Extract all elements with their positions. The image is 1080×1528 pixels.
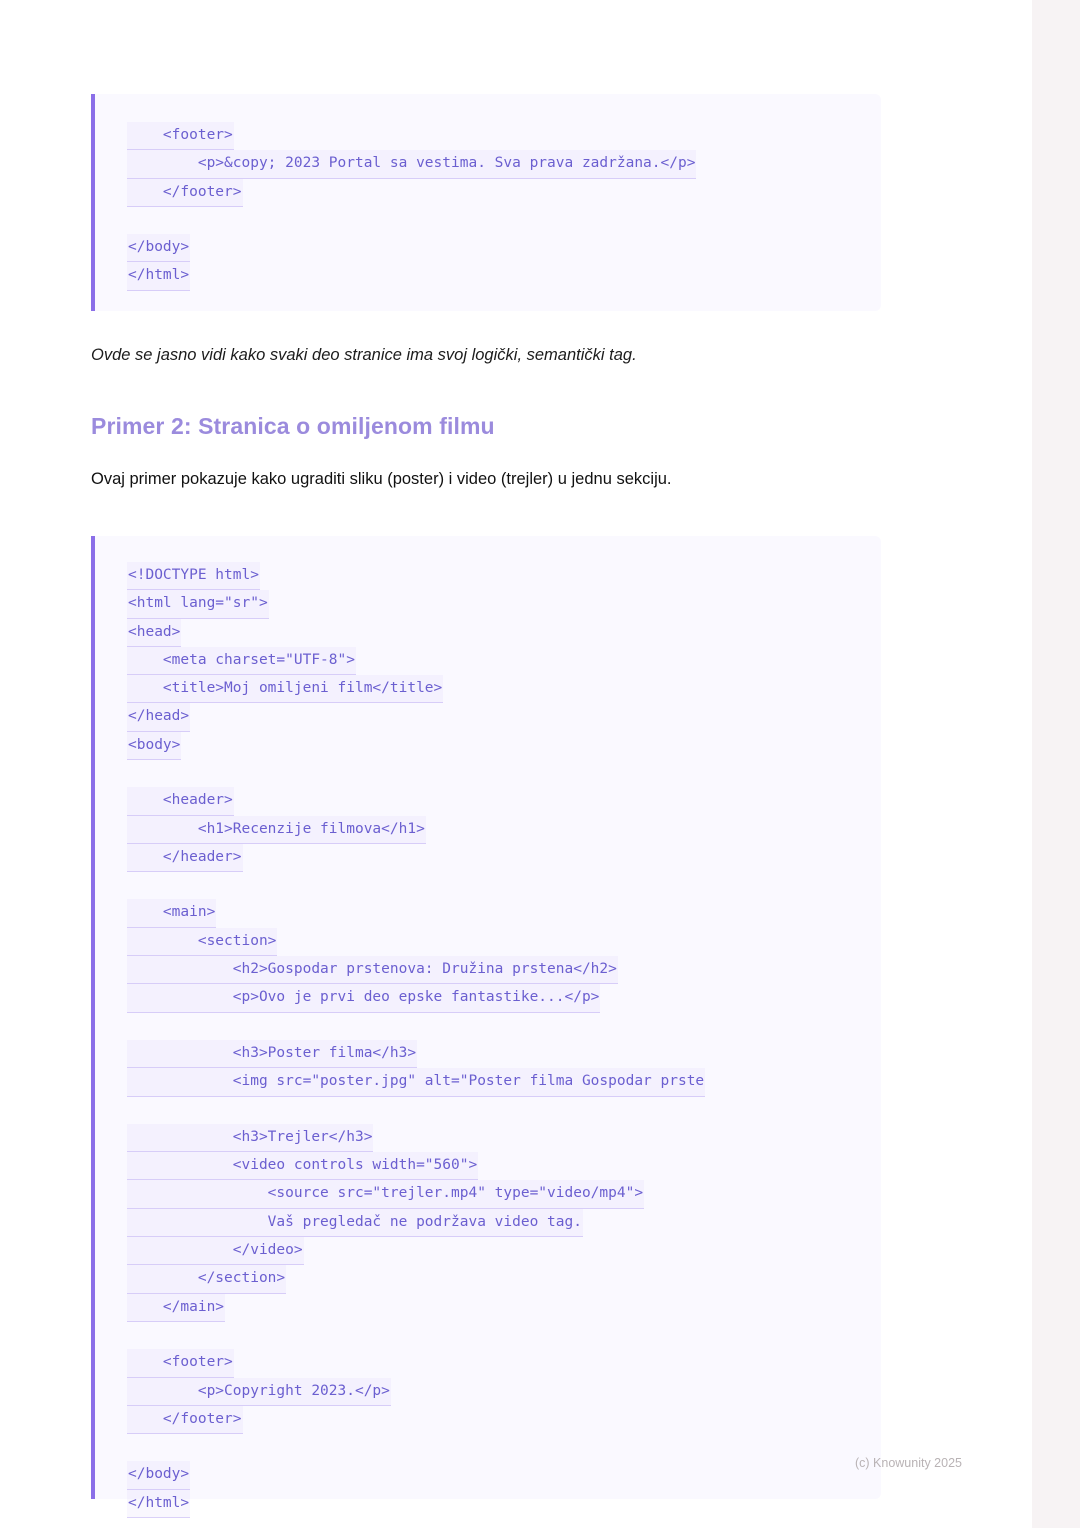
code-line — [127, 928, 881, 956]
code-block-footer-snippet — [91, 94, 881, 311]
code-line — [127, 1040, 881, 1068]
code-line — [127, 872, 881, 899]
code-line-text: <head> — [127, 619, 181, 647]
code-line — [127, 1013, 881, 1040]
code-line — [127, 816, 881, 844]
caption-text: Ovde se jasno vidi kako svaki deo stranice ima svoj logički, semantički tag. — [91, 346, 637, 364]
code-line-text: <!DOCTYPE html> — [127, 562, 260, 590]
section-paragraph: Ovaj primer pokazuje kako ugraditi sliku (poster) i video (trejler) u jednu sekciju. — [91, 469, 672, 488]
code-line-text: <source src="trejler.mp4" type="video/mp4"> — [127, 1180, 644, 1208]
code-line-text: <h2>Gospodar prstenova: Družina prstena</h2> — [127, 956, 618, 984]
page-edge-margin — [1032, 0, 1080, 1528]
code-line-text: </video> — [127, 1237, 304, 1265]
code-line — [127, 1124, 881, 1152]
code-line — [127, 984, 881, 1012]
code-line — [127, 207, 881, 234]
code-line-text: </html> — [127, 1490, 190, 1518]
code-line — [127, 234, 881, 262]
code-line — [127, 590, 881, 618]
code-line — [127, 1434, 881, 1461]
code-line — [127, 1237, 881, 1265]
code-line — [127, 1068, 881, 1096]
code-line-text: <html lang="sr"> — [127, 590, 269, 618]
code-line-text: <video controls width="560"> — [127, 1152, 478, 1180]
code-line — [127, 760, 881, 787]
code-line-text: </section> — [127, 1265, 286, 1293]
code-line-text: <body> — [127, 732, 181, 760]
code-line-text: <h3>Trejler</h3> — [127, 1124, 373, 1152]
code-line — [127, 956, 881, 984]
code-line-text: <header> — [127, 787, 234, 815]
code-line — [127, 1152, 881, 1180]
code-line-text: <h1>Recenzije filmova</h1> — [127, 816, 426, 844]
code-line-text: <title>Moj omiljeni film</title> — [127, 675, 443, 703]
code-line-text: </html> — [127, 262, 190, 290]
code-line — [127, 899, 881, 927]
code-line — [127, 1406, 881, 1434]
code-line — [127, 787, 881, 815]
code-line-text: <footer> — [127, 122, 234, 150]
code-line-text: </body> — [127, 234, 190, 262]
code-line-text: <p>&copy; 2023 Portal sa vestima. Sva prava zadržana.</p> — [127, 150, 696, 178]
code-line — [127, 1322, 881, 1349]
section-title: Primer 2: Stranica o omiljenom filmu — [91, 412, 495, 439]
watermark-text: (c) Knowunity 2025 — [854, 1456, 962, 1470]
code-line-text: <p>Copyright 2023.</p> — [127, 1378, 391, 1406]
page-content — [91, 0, 881, 1511]
code-line-text: <img src="poster.jpg" alt="Poster filma Gospodar prste — [127, 1068, 705, 1096]
code-line-text: <meta charset="UTF-8"> — [127, 647, 356, 675]
code-line — [127, 179, 881, 207]
code-block-movie-snippet — [91, 536, 881, 1511]
code-line-text: <footer> — [127, 1349, 234, 1377]
code-line-text: </footer> — [127, 1406, 243, 1434]
code-line — [127, 1461, 881, 1489]
code-line — [127, 647, 881, 675]
code-line — [127, 150, 881, 178]
code-line — [127, 703, 881, 731]
code-line — [127, 1180, 881, 1208]
code-line — [127, 122, 881, 150]
code-line — [127, 732, 881, 760]
code-line-text: </head> — [127, 703, 190, 731]
code-line — [127, 1349, 881, 1377]
code-line — [127, 1097, 881, 1124]
code-line — [127, 844, 881, 872]
code-line — [127, 1378, 881, 1406]
code-line — [127, 675, 881, 703]
code-line-text: </header> — [127, 844, 243, 872]
code-line-text: <main> — [127, 899, 216, 927]
code-line — [127, 262, 881, 290]
code-line-text: </main> — [127, 1294, 225, 1322]
code-line — [127, 1490, 881, 1518]
code-line — [127, 1265, 881, 1293]
code-line-text: </body> — [127, 1461, 190, 1489]
code-line — [127, 562, 881, 590]
code-line-text: <p>Ovo je prvi deo epske fantastike...</p> — [127, 984, 600, 1012]
code-line — [127, 1294, 881, 1322]
code-line-text: </footer> — [127, 179, 243, 207]
code-line-text: <section> — [127, 928, 277, 956]
code-line — [127, 1209, 881, 1237]
code-line-text: Vaš pregledač ne podržava video tag. — [127, 1209, 583, 1237]
code-line-text: <h3>Poster filma</h3> — [127, 1040, 417, 1068]
code-line — [127, 619, 881, 647]
